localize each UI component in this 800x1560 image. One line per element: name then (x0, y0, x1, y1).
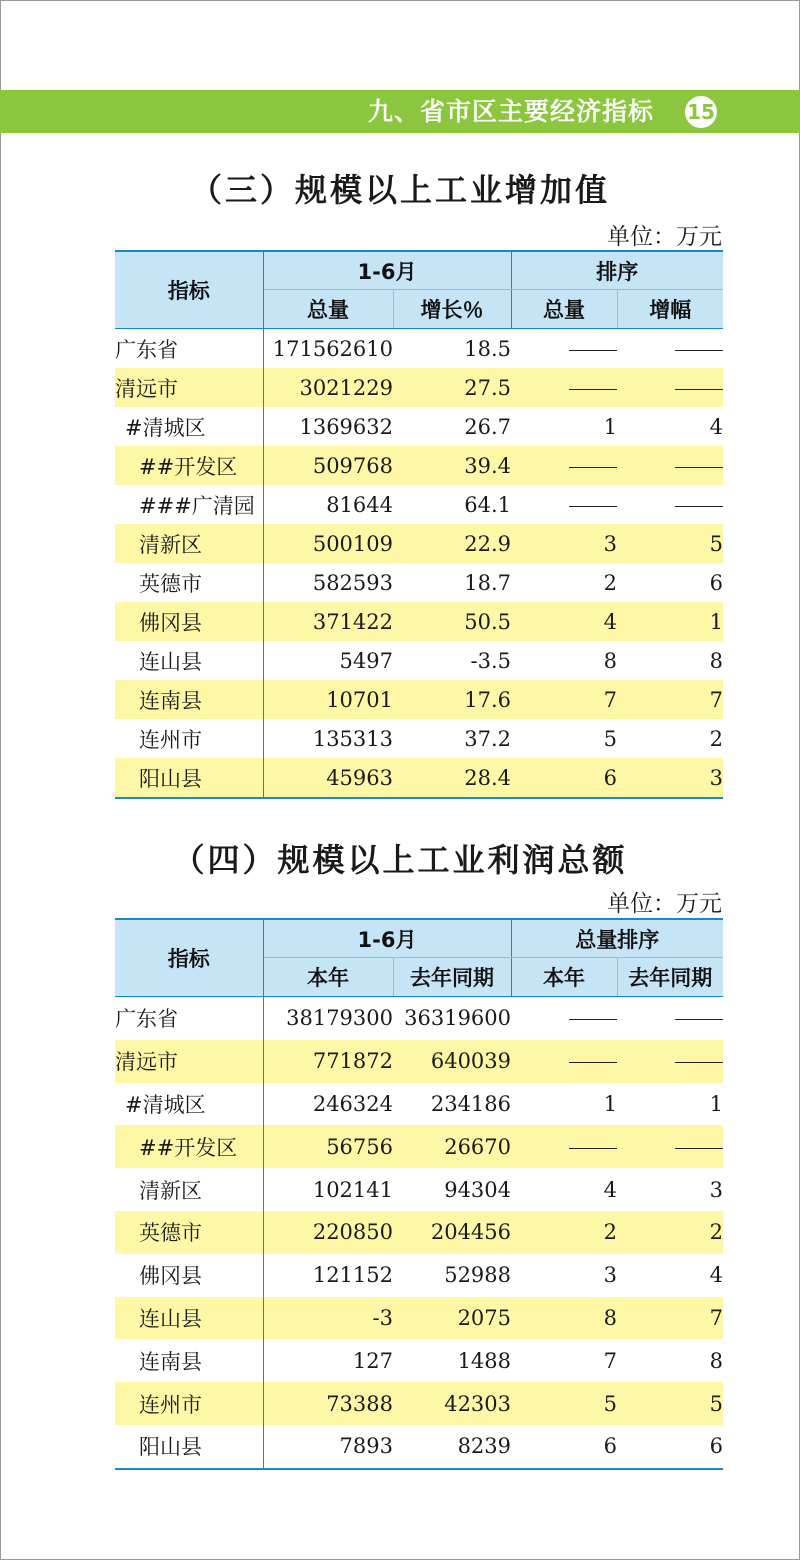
cell-growth: 28.4 (393, 758, 511, 798)
table-row (115, 485, 723, 524)
cell-rank-total: 8 (603, 648, 618, 673)
cell-rank-growth: 8 (709, 648, 724, 673)
cell-last-year: 640039 (393, 1040, 511, 1083)
cell-rank-total: 1 (603, 414, 618, 439)
cell-rank-last-year: 4 (709, 1263, 724, 1288)
cell-rank-total (511, 368, 617, 407)
header-rank-total: 总量 (511, 290, 617, 329)
header-indicator: 指标 (115, 251, 263, 329)
table-row (115, 1425, 723, 1469)
cell-growth: 17.6 (393, 680, 511, 719)
cell-growth: 18.5 (464, 336, 512, 361)
table-row (115, 1040, 723, 1083)
table-row (115, 758, 723, 798)
row-indicator-name: 连州市 (115, 1382, 263, 1425)
dash-mark (675, 506, 723, 507)
cell-rank-last-year (617, 997, 723, 1040)
cell-rank-growth: 2 (709, 726, 724, 751)
cell-rank-total (511, 446, 617, 485)
table-row (115, 1211, 723, 1254)
row-indicator-name: ###广清园 (115, 485, 263, 524)
header-period: 1-6月 (263, 919, 511, 958)
table-row (115, 1254, 723, 1297)
cell-this-year: 121152 (312, 1263, 393, 1288)
row-indicator-name: 连南县 (115, 680, 263, 719)
cell-rank-last-year: 3 (709, 1177, 724, 1202)
cell-this-year: 38179300 (286, 1006, 393, 1031)
dash-mark (675, 467, 723, 468)
cell-rank-growth: 5 (617, 524, 723, 563)
header-last-year: 去年同期 (393, 958, 511, 997)
cell-rank-this-year: 6 (511, 1425, 617, 1469)
cell-rank-growth: 4 (709, 414, 724, 439)
cell-growth: -3.5 (470, 648, 512, 673)
row-indicator-name: 清新区 (115, 1168, 263, 1211)
table-row (115, 446, 723, 485)
cell-this-year: 7893 (263, 1425, 393, 1469)
dash-mark (675, 389, 723, 390)
header-rank-last-year: 去年同期 (617, 958, 723, 997)
table-row (115, 368, 723, 407)
cell-last-year: 36319600 (404, 1006, 512, 1031)
cell-growth: 27.5 (393, 368, 511, 407)
cell-rank-this-year (511, 997, 617, 1040)
section4-unit: 单位：万元 (607, 891, 722, 917)
cell-rank-last-year: 8 (709, 1348, 724, 1373)
cell-this-year: 220850 (263, 1211, 393, 1254)
row-indicator-name: 清远市 (115, 368, 263, 407)
cell-rank-growth (617, 368, 723, 407)
row-indicator-name: 佛冈县 (115, 602, 263, 641)
row-indicator-name: 广东省 (115, 997, 263, 1040)
row-indicator-name: 连山县 (115, 1297, 263, 1340)
dash-mark (569, 1062, 617, 1063)
table-row (115, 680, 723, 719)
cell-rank-this-year: 8 (511, 1297, 617, 1340)
cell-last-year: 234186 (430, 1091, 512, 1116)
header-rank-growth: 增幅 (617, 290, 723, 329)
cell-rank-this-year (511, 1040, 617, 1083)
header-total: 总量 (263, 290, 393, 329)
dash-mark (675, 350, 723, 351)
page-number-badge: 15 (685, 96, 717, 128)
cell-last-year: 42303 (393, 1382, 511, 1425)
row-indicator-name: 阳山县 (115, 758, 263, 798)
cell-total: 371422 (263, 602, 393, 641)
cell-total: 3021229 (263, 368, 393, 407)
table-row (115, 602, 723, 641)
row-indicator-name: 英德市 (115, 563, 263, 602)
dash-mark (569, 1148, 617, 1149)
header-indicator: 指标 (115, 919, 263, 997)
cell-growth: 50.5 (393, 602, 511, 641)
row-indicator-name: 连山县 (115, 641, 263, 680)
cell-rank-growth: 6 (709, 570, 724, 595)
cell-rank-this-year: 7 (603, 1348, 618, 1373)
dash-mark (569, 389, 617, 390)
cell-total: 171562610 (272, 336, 393, 361)
row-indicator-name: #清城区 (115, 407, 263, 446)
cell-total: 1369632 (299, 414, 393, 439)
chapter-title: 九、省市区主要经济指标 (367, 97, 654, 126)
table-row (115, 719, 723, 758)
cell-this-year: 127 (352, 1348, 393, 1373)
table-row (115, 997, 723, 1040)
header-period: 1-6月 (263, 251, 511, 290)
table-row (115, 563, 723, 602)
table-row (115, 407, 723, 446)
cell-total: 582593 (312, 570, 393, 595)
table-row (115, 1382, 723, 1425)
cell-rank-last-year: 1 (709, 1091, 724, 1116)
cell-rank-growth: 1 (617, 602, 723, 641)
section4-title: （四）规模以上工业利润总额 (172, 841, 628, 879)
cell-rank-total: 4 (511, 602, 617, 641)
cell-growth: 18.7 (464, 570, 512, 595)
section3-table (115, 250, 723, 799)
row-indicator-name: 广东省 (115, 329, 263, 369)
cell-this-year: 102141 (312, 1177, 393, 1202)
cell-rank-this-year: 1 (603, 1091, 618, 1116)
row-indicator-name: 连州市 (115, 719, 263, 758)
cell-rank-this-year: 4 (603, 1177, 618, 1202)
row-indicator-name: ##开发区 (115, 1125, 263, 1168)
header-growth: 增长％ (393, 290, 511, 329)
cell-last-year: 1488 (457, 1348, 512, 1373)
cell-rank-total: 2 (603, 570, 618, 595)
cell-total: 509768 (263, 446, 393, 485)
table-row (115, 1168, 723, 1211)
cell-rank-last-year: 5 (617, 1382, 723, 1425)
dash-mark (569, 506, 617, 507)
cell-rank-total (511, 485, 617, 524)
dash-mark (569, 467, 617, 468)
row-indicator-name: 阳山县 (115, 1425, 263, 1469)
cell-rank-total: 3 (511, 524, 617, 563)
table-row (115, 1297, 723, 1340)
cell-rank-growth (617, 485, 723, 524)
cell-rank-this-year: 5 (511, 1382, 617, 1425)
cell-rank-last-year: 7 (617, 1297, 723, 1340)
header-rank-this-year: 本年 (511, 958, 617, 997)
cell-total: 135313 (312, 726, 393, 751)
cell-this-year: 56756 (263, 1125, 393, 1168)
cell-last-year: 94304 (444, 1177, 512, 1202)
cell-this-year: 246324 (312, 1091, 393, 1116)
dash-mark (675, 1062, 723, 1063)
row-indicator-name: 清远市 (115, 1040, 263, 1083)
cell-last-year: 204456 (393, 1211, 511, 1254)
section4-table (115, 918, 723, 1470)
cell-rank-growth (617, 329, 723, 369)
cell-total: 45963 (263, 758, 393, 798)
cell-rank-total: 6 (511, 758, 617, 798)
cell-rank-growth (617, 446, 723, 485)
cell-last-year: 8239 (393, 1425, 511, 1469)
cell-total: 500109 (263, 524, 393, 563)
row-indicator-name: ##开发区 (115, 446, 263, 485)
dash-mark (569, 1019, 617, 1020)
cell-rank-growth: 7 (617, 680, 723, 719)
cell-rank-total: 5 (603, 726, 618, 751)
cell-growth: 37.2 (464, 726, 512, 751)
table-row (115, 641, 723, 680)
row-indicator-name: 佛冈县 (115, 1254, 263, 1297)
dash-mark (675, 1019, 723, 1020)
cell-this-year: 771872 (263, 1040, 393, 1083)
cell-rank-last-year (617, 1125, 723, 1168)
cell-rank-growth: 3 (617, 758, 723, 798)
section3-title: （三）规模以上工业增加值 (189, 171, 610, 209)
dash-mark (569, 350, 617, 351)
table-row (115, 1339, 723, 1382)
cell-rank-this-year: 2 (511, 1211, 617, 1254)
table-row (115, 329, 723, 369)
cell-growth: 26.7 (464, 414, 512, 439)
header-ranking: 排序 (511, 251, 723, 290)
cell-total: 10701 (263, 680, 393, 719)
dash-mark (675, 1148, 723, 1149)
cell-rank-this-year: 3 (603, 1263, 618, 1288)
cell-growth: 22.9 (393, 524, 511, 563)
cell-rank-this-year (511, 1125, 617, 1168)
cell-rank-last-year (617, 1040, 723, 1083)
section3-unit: 单位：万元 (607, 224, 722, 250)
cell-this-year: 73388 (263, 1382, 393, 1425)
cell-rank-last-year: 2 (617, 1211, 723, 1254)
header-this-year: 本年 (263, 958, 393, 997)
row-indicator-name: #清城区 (115, 1083, 263, 1126)
cell-last-year: 2075 (393, 1297, 511, 1340)
row-indicator-name: 清新区 (115, 524, 263, 563)
cell-growth: 39.4 (393, 446, 511, 485)
cell-last-year: 52988 (444, 1263, 512, 1288)
cell-this-year: -3 (263, 1297, 393, 1340)
cell-total: 81644 (326, 492, 393, 517)
table-row (115, 524, 723, 563)
cell-total: 5497 (339, 648, 393, 673)
cell-rank-total: 7 (511, 680, 617, 719)
chapter-banner (0, 90, 800, 133)
row-indicator-name: 英德市 (115, 1211, 263, 1254)
cell-growth: 64.1 (464, 492, 512, 517)
cell-rank-last-year: 6 (617, 1425, 723, 1469)
cell-last-year: 26670 (393, 1125, 511, 1168)
row-indicator-name: 连南县 (115, 1339, 263, 1382)
table-row (115, 1125, 723, 1168)
table-row (115, 1083, 723, 1126)
cell-rank-total (511, 329, 617, 369)
header-ranking: 总量排序 (511, 919, 723, 958)
